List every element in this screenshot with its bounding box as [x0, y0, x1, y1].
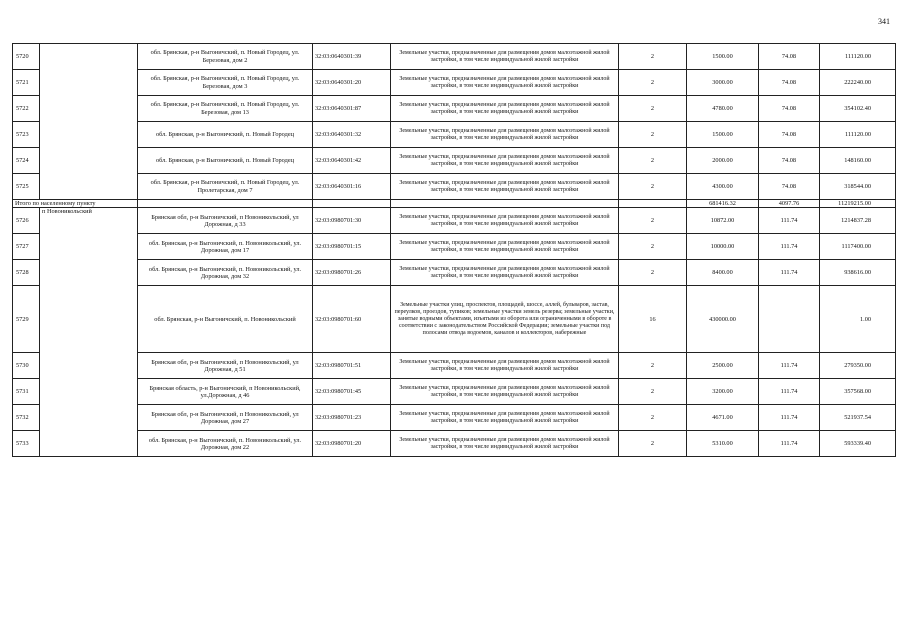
land-use-description: Земельные участки, предназначенные для размещения домов малоэтажной жилой застройки, в том числе индивидуальной жилой застройки	[391, 379, 619, 405]
cadastral-value-table	[12, 43, 896, 457]
land-use-description: Земельные участки, предназначенные для размещения домов малоэтажной жилой застройки, в том числе индивидуальной жилой застройки	[391, 405, 619, 431]
land-use-description: Земельные участки, предназначенные для размещения домов малоэтажной жилой застройки, в том числе индивидуальной жилой застройки	[391, 148, 619, 174]
specific-value: 74.08	[759, 148, 820, 174]
land-use-description: Земельные участки, предназначенные для размещения домов малоэтажной жилой застройки, в том числе индивидуальной жилой застройки	[391, 208, 619, 234]
use-code: 2	[619, 353, 687, 379]
land-use-description: Земельные участки, предназначенные для размещения домов малоэтажной жилой застройки, в том числе индивидуальной жилой застройки	[391, 96, 619, 122]
specific-value: 111.74	[759, 234, 820, 260]
area-value: 1500.00	[687, 122, 759, 148]
table-body-bottom	[13, 208, 896, 457]
land-use-description: Земельные участки, предназначенные для размещения домов малоэтажной жилой застройки, в том числе индивидуальной жилой застройки	[391, 353, 619, 379]
land-use-description: Земельные участки, предназначенные для размещения домов малоэтажной жилой застройки, в том числе индивидуальной жилой застройки	[391, 431, 619, 457]
cadastral-number: 32:03:0980701:60	[313, 286, 391, 353]
specific-value: 111.74	[759, 431, 820, 457]
use-code: 2	[619, 174, 687, 200]
locality-cell	[40, 44, 138, 200]
row-number: 5723	[13, 122, 40, 148]
table-body-top	[13, 44, 896, 200]
land-use-description: Земельные участки, предназначенные для размещения домов малоэтажной жилой застройки, в том числе индивидуальной жилой застройки	[391, 70, 619, 96]
table-row	[13, 405, 896, 431]
address-cell: обл. Брянская, р-н Выгоничский, п. Новый Городец, ул. Березовая, дом 2	[138, 44, 313, 70]
cadastral-value: 279350.00	[820, 353, 896, 379]
cadastral-number: 32:03:0980701:23	[313, 405, 391, 431]
area-value: 5310.00	[687, 431, 759, 457]
specific-value: 74.08	[759, 96, 820, 122]
cadastral-value: 111120.00	[820, 122, 896, 148]
row-number: 5728	[13, 260, 40, 286]
use-code: 2	[619, 148, 687, 174]
table-row	[13, 379, 896, 405]
use-code: 2	[619, 234, 687, 260]
specific-value: 111.74	[759, 208, 820, 234]
area-value: 4300.00	[687, 174, 759, 200]
table-row	[13, 122, 896, 148]
page-number: 341	[878, 17, 890, 26]
table-row	[13, 148, 896, 174]
specific-value: 111.74	[759, 353, 820, 379]
use-code: 2	[619, 431, 687, 457]
specific-value: 74.08	[759, 70, 820, 96]
address-cell: обл. Брянская, р-н Выгоничский, п. Новый Городец	[138, 122, 313, 148]
table-row	[13, 431, 896, 457]
specific-value: 111.74	[759, 405, 820, 431]
use-code: 2	[619, 405, 687, 431]
row-number: 5730	[13, 353, 40, 379]
row-number: 5721	[13, 70, 40, 96]
cadastral-value: 111120.00	[820, 44, 896, 70]
cadastral-value: 593339.40	[820, 431, 896, 457]
specific-value: 74.08	[759, 44, 820, 70]
area-value: 10000.00	[687, 234, 759, 260]
row-number: 5733	[13, 431, 40, 457]
area-value: 8400.00	[687, 260, 759, 286]
subtotal-row	[13, 200, 896, 208]
land-use-description: Земельные участки, предназначенные для размещения домов малоэтажной жилой застройки, в том числе индивидуальной жилой застройки	[391, 44, 619, 70]
address-cell: обл. Брянская, р-н Выгоничский, п. Новый Городец, ул. Березовая, дом 13	[138, 96, 313, 122]
specific-value: 74.08	[759, 122, 820, 148]
address-cell: обл. Брянская, р-н Выгоничский, п. Новый Городец, ул. Пролетарская, дом 7	[138, 174, 313, 200]
area-value: 3000.00	[687, 70, 759, 96]
cadastral-value: 318544.00	[820, 174, 896, 200]
table-row	[13, 286, 896, 353]
use-code: 2	[619, 208, 687, 234]
address-cell: Брянская область, р-н Выгоничский, п Новоникольский, ул.Дорожная, д 46	[138, 379, 313, 405]
subtotal-rate: 4097.76	[759, 200, 820, 208]
row-number: 5724	[13, 148, 40, 174]
use-code: 16	[619, 286, 687, 353]
cadastral-number: 32:03:0980701:15	[313, 234, 391, 260]
cadastral-number: 32:03:0980701:51	[313, 353, 391, 379]
specific-value: 74.08	[759, 174, 820, 200]
cadastral-value: 148160.00	[820, 148, 896, 174]
row-number: 5726	[13, 208, 40, 234]
cadastral-value: 1214837.28	[820, 208, 896, 234]
row-number: 5725	[13, 174, 40, 200]
table-row	[13, 70, 896, 96]
subtotal-area: 681416.32	[687, 200, 759, 208]
address-cell: обл. Брянская, р-н Выгоничский, п. Новоникольский, ул. Дорожная, дом 32	[138, 260, 313, 286]
table-row	[13, 208, 896, 234]
locality-name: п Новоникольский	[40, 208, 138, 457]
cadastral-value: 938616.00	[820, 260, 896, 286]
address-cell: обл. Брянская, р-н Выгоничский, п. Новый Городец	[138, 148, 313, 174]
cadastral-number: 32:03:0640301:32	[313, 122, 391, 148]
table-row	[13, 353, 896, 379]
land-use-description: Земельные участки, предназначенные для размещения домов малоэтажной жилой застройки, в том числе индивидуальной жилой застройки	[391, 174, 619, 200]
row-number: 5731	[13, 379, 40, 405]
address-cell: обл. Брянская, р-н Выгоничский, п. Новый Городец, ул. Березовая, дом 3	[138, 70, 313, 96]
specific-value	[759, 286, 820, 353]
use-code: 2	[619, 44, 687, 70]
cadastral-number: 32:03:0980701:26	[313, 260, 391, 286]
use-code: 2	[619, 96, 687, 122]
cadastral-value: 354102.40	[820, 96, 896, 122]
area-value: 1500.00	[687, 44, 759, 70]
row-number: 5729	[13, 286, 40, 353]
cadastral-value: 521937.54	[820, 405, 896, 431]
land-use-description: Земельные участки, предназначенные для размещения домов малоэтажной жилой застройки, в том числе индивидуальной жилой застройки	[391, 234, 619, 260]
cadastral-number: 32:03:0640301:16	[313, 174, 391, 200]
address-cell: Брянская обл, р-н Выгоничский, п Новоникольский, ул Дорожная, дом 27	[138, 405, 313, 431]
specific-value: 111.74	[759, 379, 820, 405]
row-number: 5722	[13, 96, 40, 122]
cadastral-value: 222240.00	[820, 70, 896, 96]
land-use-description: Земельные участки, предназначенные для размещения домов малоэтажной жилой застройки, в том числе индивидуальной жилой застройки	[391, 260, 619, 286]
use-code: 2	[619, 260, 687, 286]
cadastral-number: 32:03:0640301:42	[313, 148, 391, 174]
land-use-description: Земельные участки улиц, проспектов, площадей, шоссе, аллей, бульваров, застав, переулков, проездов, тупиков; земельные участки земель резерва; земельные участки, занятые водными объектами, изъятыми из оборота или ограниченными в обороте в соответствии с законодательством Российской Федерации; земельные участки под полосами отвода водоемов, каналов и коллекторов, набережные	[391, 286, 619, 353]
area-value: 2000.00	[687, 148, 759, 174]
row-number: 5727	[13, 234, 40, 260]
use-code: 2	[619, 379, 687, 405]
cadastral-value: 1.00	[820, 286, 896, 353]
area-value: 4780.00	[687, 96, 759, 122]
cadastral-number: 32:03:0980701:45	[313, 379, 391, 405]
table-row	[13, 260, 896, 286]
address-cell: обл. Брянская, р-н Выгоничский, п. Новоникольский, ул. Дорожная, дом 22	[138, 431, 313, 457]
area-value: 430000.00	[687, 286, 759, 353]
table-row	[13, 96, 896, 122]
subtotal-label: Итого по населенному пункту	[13, 200, 138, 208]
area-value: 3200.00	[687, 379, 759, 405]
area-value: 4671.00	[687, 405, 759, 431]
cadastral-number: 32:03:0980701:30	[313, 208, 391, 234]
cadastral-number: 32:03:0640301:39	[313, 44, 391, 70]
cadastral-value: 1117400.00	[820, 234, 896, 260]
cadastral-value: 357568.00	[820, 379, 896, 405]
area-value: 10872.00	[687, 208, 759, 234]
use-code: 2	[619, 70, 687, 96]
cadastral-number: 32:03:0640301:20	[313, 70, 391, 96]
address-cell: Брянская обл, р-н Выгоничский, п Новоникольский, ул Дорожная, д 33	[138, 208, 313, 234]
specific-value: 111.74	[759, 260, 820, 286]
table-row	[13, 44, 896, 70]
table-row	[13, 234, 896, 260]
subtotal-section	[13, 200, 896, 208]
address-cell: обл. Брянская, р-н Выгоничский, п. Новоникольский, ул. Дорожная, дом 17	[138, 234, 313, 260]
cadastral-number: 32:03:0640301:87	[313, 96, 391, 122]
row-number: 5732	[13, 405, 40, 431]
subtotal-value: 11219215.00	[820, 200, 896, 208]
address-cell: обл. Брянская, р-н Выгоничский, п. Новоникольский	[138, 286, 313, 353]
address-cell: Брянская обл, р-н Выгоничский, п Новоникольский, ул Дорожная, д 51	[138, 353, 313, 379]
land-use-description: Земельные участки, предназначенные для размещения домов малоэтажной жилой застройки, в том числе индивидуальной жилой застройки	[391, 122, 619, 148]
table-row	[13, 174, 896, 200]
row-number: 5720	[13, 44, 40, 70]
use-code: 2	[619, 122, 687, 148]
area-value: 2500.00	[687, 353, 759, 379]
cadastral-number: 32:03:0980701:20	[313, 431, 391, 457]
